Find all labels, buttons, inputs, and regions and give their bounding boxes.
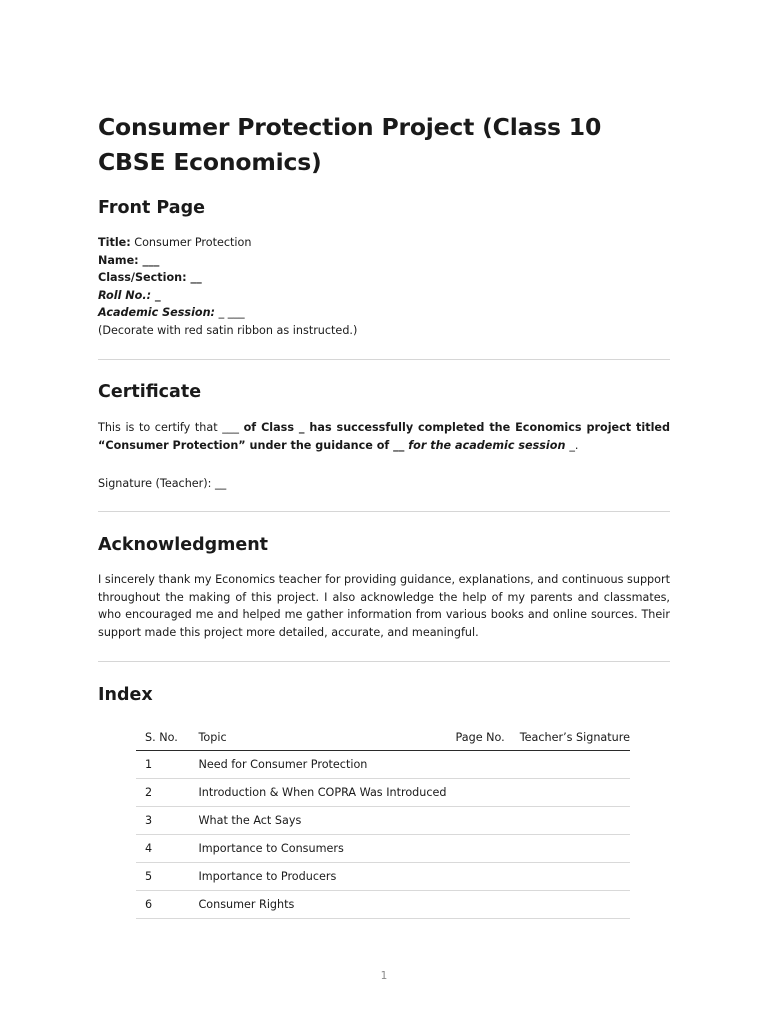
row-sno: 2 — [136, 779, 189, 807]
teacher-signature-line: Signature (Teacher): __ — [98, 477, 227, 490]
front-page-heading: Front Page — [98, 198, 205, 218]
row-topic: Consumer Rights — [189, 891, 446, 919]
roll-label: Roll No.: — [98, 288, 152, 302]
divider — [98, 359, 670, 360]
title-line — [98, 234, 670, 252]
row-page — [447, 863, 511, 891]
ribbon-note: (Decorate with red satin ribbon as instructed.) — [98, 323, 358, 337]
class-value: __ — [186, 271, 202, 285]
name-value: ___ — [138, 253, 160, 267]
row-page — [447, 807, 511, 835]
name-label: Name: — [98, 253, 139, 267]
row-signature — [511, 863, 630, 891]
roll-value: _ — [151, 288, 161, 302]
row-topic: What the Act Says — [189, 807, 446, 835]
row-sno: 5 — [136, 863, 189, 891]
row-topic: Introduction & When COPRA Was Introduced — [189, 779, 446, 807]
table-row — [136, 891, 630, 919]
certificate-text-part2: of Class _ has successfully completed the Economics project titled “Consumer Protection” under the guidance of __ — [98, 421, 670, 452]
acknowledgment-text: I sincerely thank my Economics teacher for providing guidance, explanations, and continuous support throughout the making of this project. I also acknowledge the help of my parents and classmates, who encouraged me and helped me gather information from various books and online sources. Their support made this project more detailed, accurate, and meaningful. — [98, 573, 670, 639]
title-label: Title: — [98, 236, 131, 249]
row-sno: 4 — [136, 835, 189, 863]
column-header-signature: Teacher’s Signature — [511, 725, 630, 751]
table-header-row — [136, 725, 630, 751]
acknowledgment-heading: Acknowledgment — [98, 535, 269, 555]
row-signature — [511, 835, 630, 863]
table-row — [136, 779, 630, 807]
certificate-heading: Certificate — [98, 382, 202, 402]
row-sno: 3 — [136, 807, 189, 835]
session-line — [98, 304, 670, 322]
row-signature — [511, 751, 630, 779]
roll-line — [98, 287, 670, 305]
certificate-text-part1: This is to certify that ___ — [98, 421, 244, 434]
column-header-page: Page No. — [447, 725, 511, 751]
page-number: 1 — [380, 970, 388, 982]
front-page-details — [98, 234, 670, 340]
table-row — [136, 807, 630, 835]
row-topic: Importance to Consumers — [189, 835, 446, 863]
certificate-text-part4: _. — [569, 438, 579, 452]
class-line — [98, 269, 670, 287]
row-signature — [511, 779, 630, 807]
table-row — [136, 863, 630, 891]
row-page — [447, 751, 511, 779]
session-value: _ ___ — [215, 306, 245, 320]
divider — [98, 661, 670, 662]
certificate-text — [98, 419, 670, 454]
document-title: Consumer Protection Project (Class 10 CBSE Economics) — [98, 113, 602, 176]
row-page — [447, 891, 511, 919]
row-sno: 1 — [136, 751, 189, 779]
title-value: Consumer Protection — [130, 236, 252, 249]
row-topic: Need for Consumer Protection — [189, 751, 446, 779]
index-table — [136, 725, 630, 919]
row-signature — [511, 807, 630, 835]
divider — [98, 511, 670, 512]
class-label: Class/Section: — [98, 271, 187, 285]
session-label: Academic Session: — [98, 306, 216, 320]
table-row — [136, 835, 630, 863]
column-header-topic: Topic — [189, 725, 446, 751]
row-signature — [511, 891, 630, 919]
name-line — [98, 252, 670, 270]
row-page — [447, 835, 511, 863]
table-row — [136, 751, 630, 779]
certificate-text-part3: for the academic session — [408, 438, 570, 452]
index-heading: Index — [98, 685, 153, 705]
row-topic: Importance to Producers — [189, 863, 446, 891]
column-header-sno: S. No. — [136, 725, 189, 751]
row-page — [447, 779, 511, 807]
row-sno: 6 — [136, 891, 189, 919]
